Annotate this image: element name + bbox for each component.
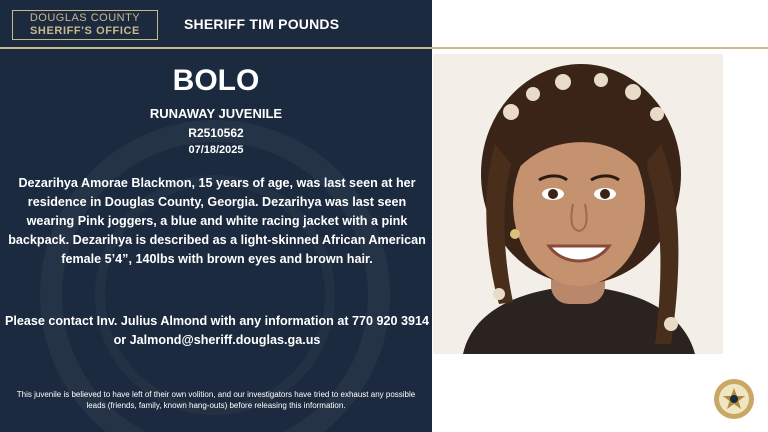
logo-office: SHERIFF'S OFFICE — [30, 25, 140, 37]
sheriff-office-logo — [12, 10, 158, 40]
header-bar-right — [432, 0, 768, 47]
missing-person-description: Dezarihya Amorae Blackmon, 15 years of age, was last seen at her residence in Douglas County, Georgia. Dezarihya was last seen wearing Pink joggers, a blue and white racing jacket with a pink backpack. Dezarihya is described as a light-skinned African American female 5’4”, 140lbs with brown eyes and brown hair. — [8, 176, 426, 266]
contact-info: Please contact Inv. Julius Almond with any information at 770 920 3914 or Jalmond@sheriff.douglas.ga.us — [4, 314, 430, 347]
alert-title: BOLO — [172, 64, 260, 97]
sheriff-name: SHERIFF TIM POUNDS — [184, 16, 340, 32]
sheriff-star-badge-icon — [713, 378, 755, 420]
sheriff-badge-logo — [713, 378, 755, 420]
portrait-image — [433, 54, 723, 354]
missing-person-photo — [433, 54, 723, 354]
alert-date: 07/18/2025 — [188, 144, 244, 156]
logo-county: DOUGLAS COUNTY — [29, 12, 141, 24]
alert-subtitle: RUNAWAY JUVENILE — [149, 106, 283, 121]
disclaimer: This juvenile is believed to have left of their own volition, and our investigators have tried to exhaust any possible leads (friends, family, known hang-outs) before releasing this information. — [16, 390, 416, 410]
header-divider — [0, 47, 768, 49]
case-number: R2510562 — [188, 126, 244, 140]
